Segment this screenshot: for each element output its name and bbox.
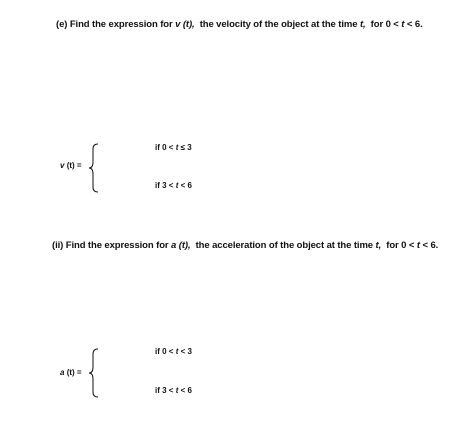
velocity-case-1-condition bbox=[155, 143, 192, 152]
question-ii-prefix: (ii) Find the expression for bbox=[52, 240, 169, 251]
velocity-case-2-prefix: if 3 < bbox=[155, 181, 174, 190]
velocity-left-brace bbox=[88, 143, 100, 193]
question-ii-range-suffix: < 6. bbox=[422, 240, 439, 251]
question-e-function: v (t), bbox=[175, 19, 195, 30]
velocity-case-2-variable: t bbox=[175, 181, 179, 190]
acceleration-case-2-suffix: < 6 bbox=[180, 386, 192, 395]
acceleration-case-2-prefix: if 3 < bbox=[155, 386, 174, 395]
acceleration-case-1-suffix: < 3 bbox=[180, 347, 192, 356]
velocity-case-1-prefix: if 0 < bbox=[155, 143, 174, 152]
acceleration-function-label bbox=[60, 368, 82, 377]
question-e-range-prefix: for 0 < bbox=[370, 19, 399, 30]
acceleration-case-2-condition bbox=[155, 386, 192, 395]
velocity-label-func: v bbox=[60, 161, 65, 170]
acceleration-case-1-variable: t bbox=[175, 347, 179, 356]
question-e-text bbox=[56, 19, 423, 30]
velocity-case-2-condition bbox=[155, 181, 192, 190]
question-e-range-variable: t bbox=[401, 19, 405, 30]
question-e-prefix: (e) Find the expression for bbox=[56, 19, 173, 30]
velocity-case-1-variable: t bbox=[175, 143, 179, 152]
question-e-variable: t, bbox=[359, 19, 366, 30]
velocity-case-2-suffix: < 6 bbox=[180, 181, 192, 190]
question-ii-range-prefix: for 0 < bbox=[386, 240, 415, 251]
question-e-range-suffix: < 6. bbox=[406, 19, 423, 30]
acceleration-label-rest: (t) = bbox=[66, 368, 82, 377]
question-ii-range-variable: t bbox=[416, 240, 420, 251]
question-ii-variable: t, bbox=[375, 240, 382, 251]
velocity-function-label bbox=[60, 161, 82, 170]
question-ii-text bbox=[52, 240, 438, 251]
velocity-case-1-suffix: ≤ 3 bbox=[180, 143, 192, 152]
question-ii-middle: the acceleration of the object at the time bbox=[195, 240, 373, 251]
acceleration-label-func: a bbox=[60, 368, 65, 377]
acceleration-case-1-prefix: if 0 < bbox=[155, 347, 174, 356]
question-e-middle: the velocity of the object at the time bbox=[199, 19, 358, 30]
question-ii-function: a (t), bbox=[171, 240, 191, 251]
velocity-label-rest: (t) = bbox=[66, 161, 82, 170]
acceleration-case-2-variable: t bbox=[175, 386, 179, 395]
acceleration-case-1-condition bbox=[155, 347, 192, 356]
acceleration-left-brace bbox=[88, 348, 100, 398]
